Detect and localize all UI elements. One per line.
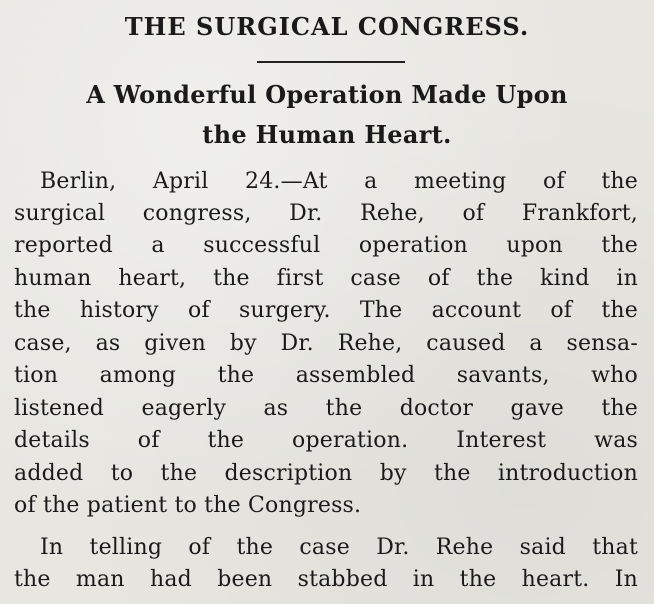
paragraph-1-line: details of the operation. Interest was [14,428,638,453]
paragraph-1-last-line: of the patient to the Congress. [14,493,362,518]
paragraph-2-line: the man had been stabbed in the heart. In [14,567,638,592]
headline: THE SURGICAL CONGRESS. [124,12,530,41]
paragraph-1-line: Berlin, April 24.—At a meeting of the [40,169,638,194]
paragraph-1-line: listened eagerly as the doctor gave the [14,396,638,421]
paragraph-1-line: human heart, the first case of the kind in [14,266,638,291]
paragraph-1-line: tion among the assembled savants, who [14,363,638,388]
paragraph-1-line: reported a successful operation upon the [14,233,638,258]
paragraph-1-line: added to the description by the introduction [14,461,638,486]
paragraph-1-line: surgical congress, Dr. Rehe, of Frankfort, [14,201,638,226]
paragraph-2-line: In telling of the case Dr. Rehe said that [40,535,638,560]
headline-divider-rule [257,61,405,63]
subheadline-line-1: A Wonderful Operation Made Upon [86,80,568,109]
paragraph-1-line: case, as given by Dr. Rehe, caused a sensa- [14,331,638,356]
paragraph-1-line: the history of surgery. The account of the [14,298,638,323]
subheadline-line-2: the Human Heart. [202,120,452,149]
